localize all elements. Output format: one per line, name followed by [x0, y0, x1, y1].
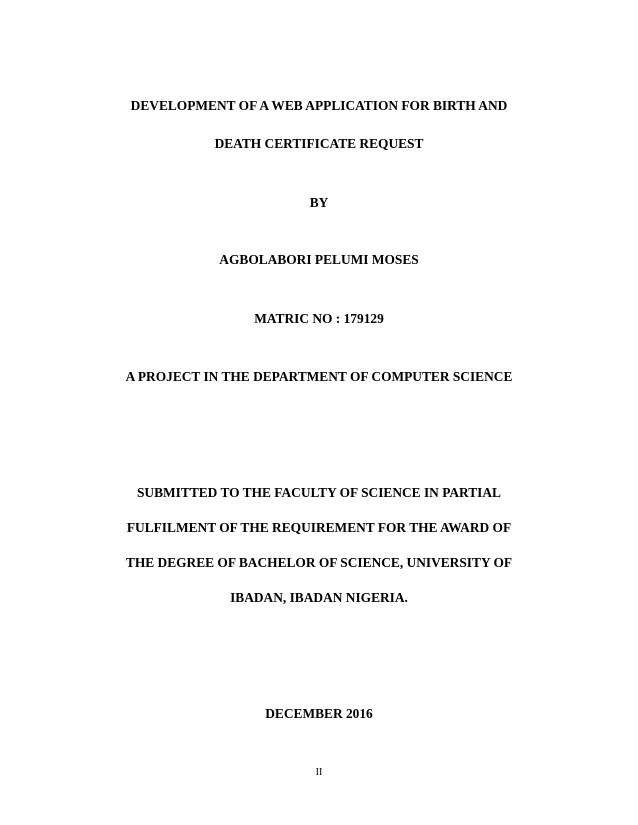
matric-number: MATRIC NO : 179129	[254, 311, 384, 326]
submission-line-4: IBADAN, IBADAN NIGERIA.	[230, 590, 408, 605]
title-line-1: DEVELOPMENT OF A WEB APPLICATION FOR BIRTH AND	[130, 98, 508, 113]
author-name: AGBOLABORI PELUMI MOSES	[219, 252, 419, 267]
date: DECEMBER 2016	[265, 706, 373, 721]
submission-line-3: THE DEGREE OF BACHELOR OF SCIENCE, UNIVERSITY OF	[125, 555, 513, 570]
by-label: BY	[309, 195, 329, 210]
submission-line-1: SUBMITTED TO THE FACULTY OF SCIENCE IN PARTIAL	[136, 485, 501, 500]
page-number: II	[315, 767, 323, 778]
submission-line-2: FULFILMENT OF THE REQUIREMENT FOR THE AWARD OF	[126, 520, 512, 535]
department-line: A PROJECT IN THE DEPARTMENT OF COMPUTER SCIENCE	[125, 369, 513, 384]
title-line-2: DEATH CERTIFICATE REQUEST	[214, 136, 424, 151]
